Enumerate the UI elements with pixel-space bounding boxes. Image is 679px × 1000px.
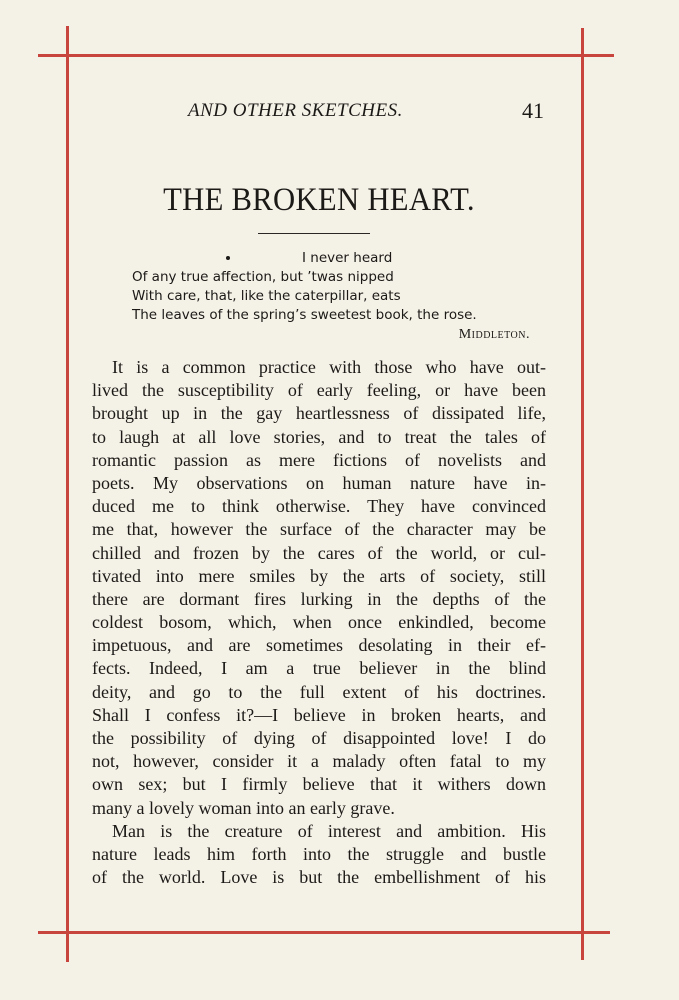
body-line: duced me to think otherwise. They have convinced	[92, 496, 546, 517]
body-line: nature leads him forth into the struggle and bustle	[92, 843, 546, 864]
body-line: tivated into mere smiles by the arts of society, still	[92, 565, 546, 586]
frame-rule-top	[38, 54, 614, 57]
body-line: poets. My observations on human nature have in-	[92, 472, 546, 493]
body-line: lived the susceptibility of early feeling, or have been	[92, 380, 546, 401]
body-line: coldest bosom, which, when once enkindled, become	[92, 612, 546, 633]
body-line: impetuous, and are sometimes desolating in their ef-	[92, 635, 546, 656]
body-text	[92, 356, 546, 889]
epigraph-line: I never heard	[302, 250, 393, 266]
body-line: brought up in the gay heartlessness of dissipated life,	[92, 403, 546, 424]
epigraph-line: The leaves of the spring’s sweetest book, the rose.	[132, 307, 477, 323]
frame-rule-left	[66, 26, 69, 962]
epigraph-line: With care, that, like the caterpillar, eats	[132, 288, 401, 304]
body-line: me that, however the surface of the character may be	[92, 519, 546, 540]
body-line: romantic passion as mere fictions of novelists and	[92, 449, 546, 470]
body-line: Man is the creature of interest and ambition. His	[112, 820, 546, 841]
body-line: Shall I confess it?—I believe in broken hearts, and	[92, 704, 546, 725]
body-line: the possibility of dying of disappointed love! I do	[92, 728, 546, 748]
body-line: to laugh at all love stories, and to treat the tales of	[92, 426, 546, 447]
page-number: 41	[522, 98, 544, 123]
running-title: AND OTHER SKETCHES.	[188, 100, 403, 121]
epigraph-attribution: Middleton.	[458, 327, 530, 342]
epigraph-line: Of any true affection, but ’twas nipped	[132, 269, 394, 285]
body-line: fects. Indeed, I am a true believer in the blind	[92, 658, 546, 679]
chapter-title: THE BROKEN HEART.	[163, 182, 475, 218]
epigraph	[132, 249, 530, 344]
body-line: not, however, consider it a malady often fatal to my	[92, 751, 546, 772]
body-line: chilled and frozen by the cares of the world, or cul-	[92, 542, 546, 563]
title-divider	[258, 233, 370, 234]
body-line: many a lovely woman into an early grave.	[92, 797, 395, 818]
frame-rule-bottom	[38, 931, 610, 934]
running-head	[92, 98, 546, 124]
body-line: own sex; but I firmly believe that it withers down	[92, 774, 546, 795]
body-line: It is a common practice with those who have out-	[112, 357, 546, 377]
body-line: deity, and go to the full extent of his doctrines.	[92, 681, 546, 702]
body-line: there are dormant fires lurking in the depths of the	[92, 588, 546, 609]
frame-rule-right	[581, 28, 584, 960]
body-line: of the world. Love is but the embellishment of his	[92, 867, 546, 888]
